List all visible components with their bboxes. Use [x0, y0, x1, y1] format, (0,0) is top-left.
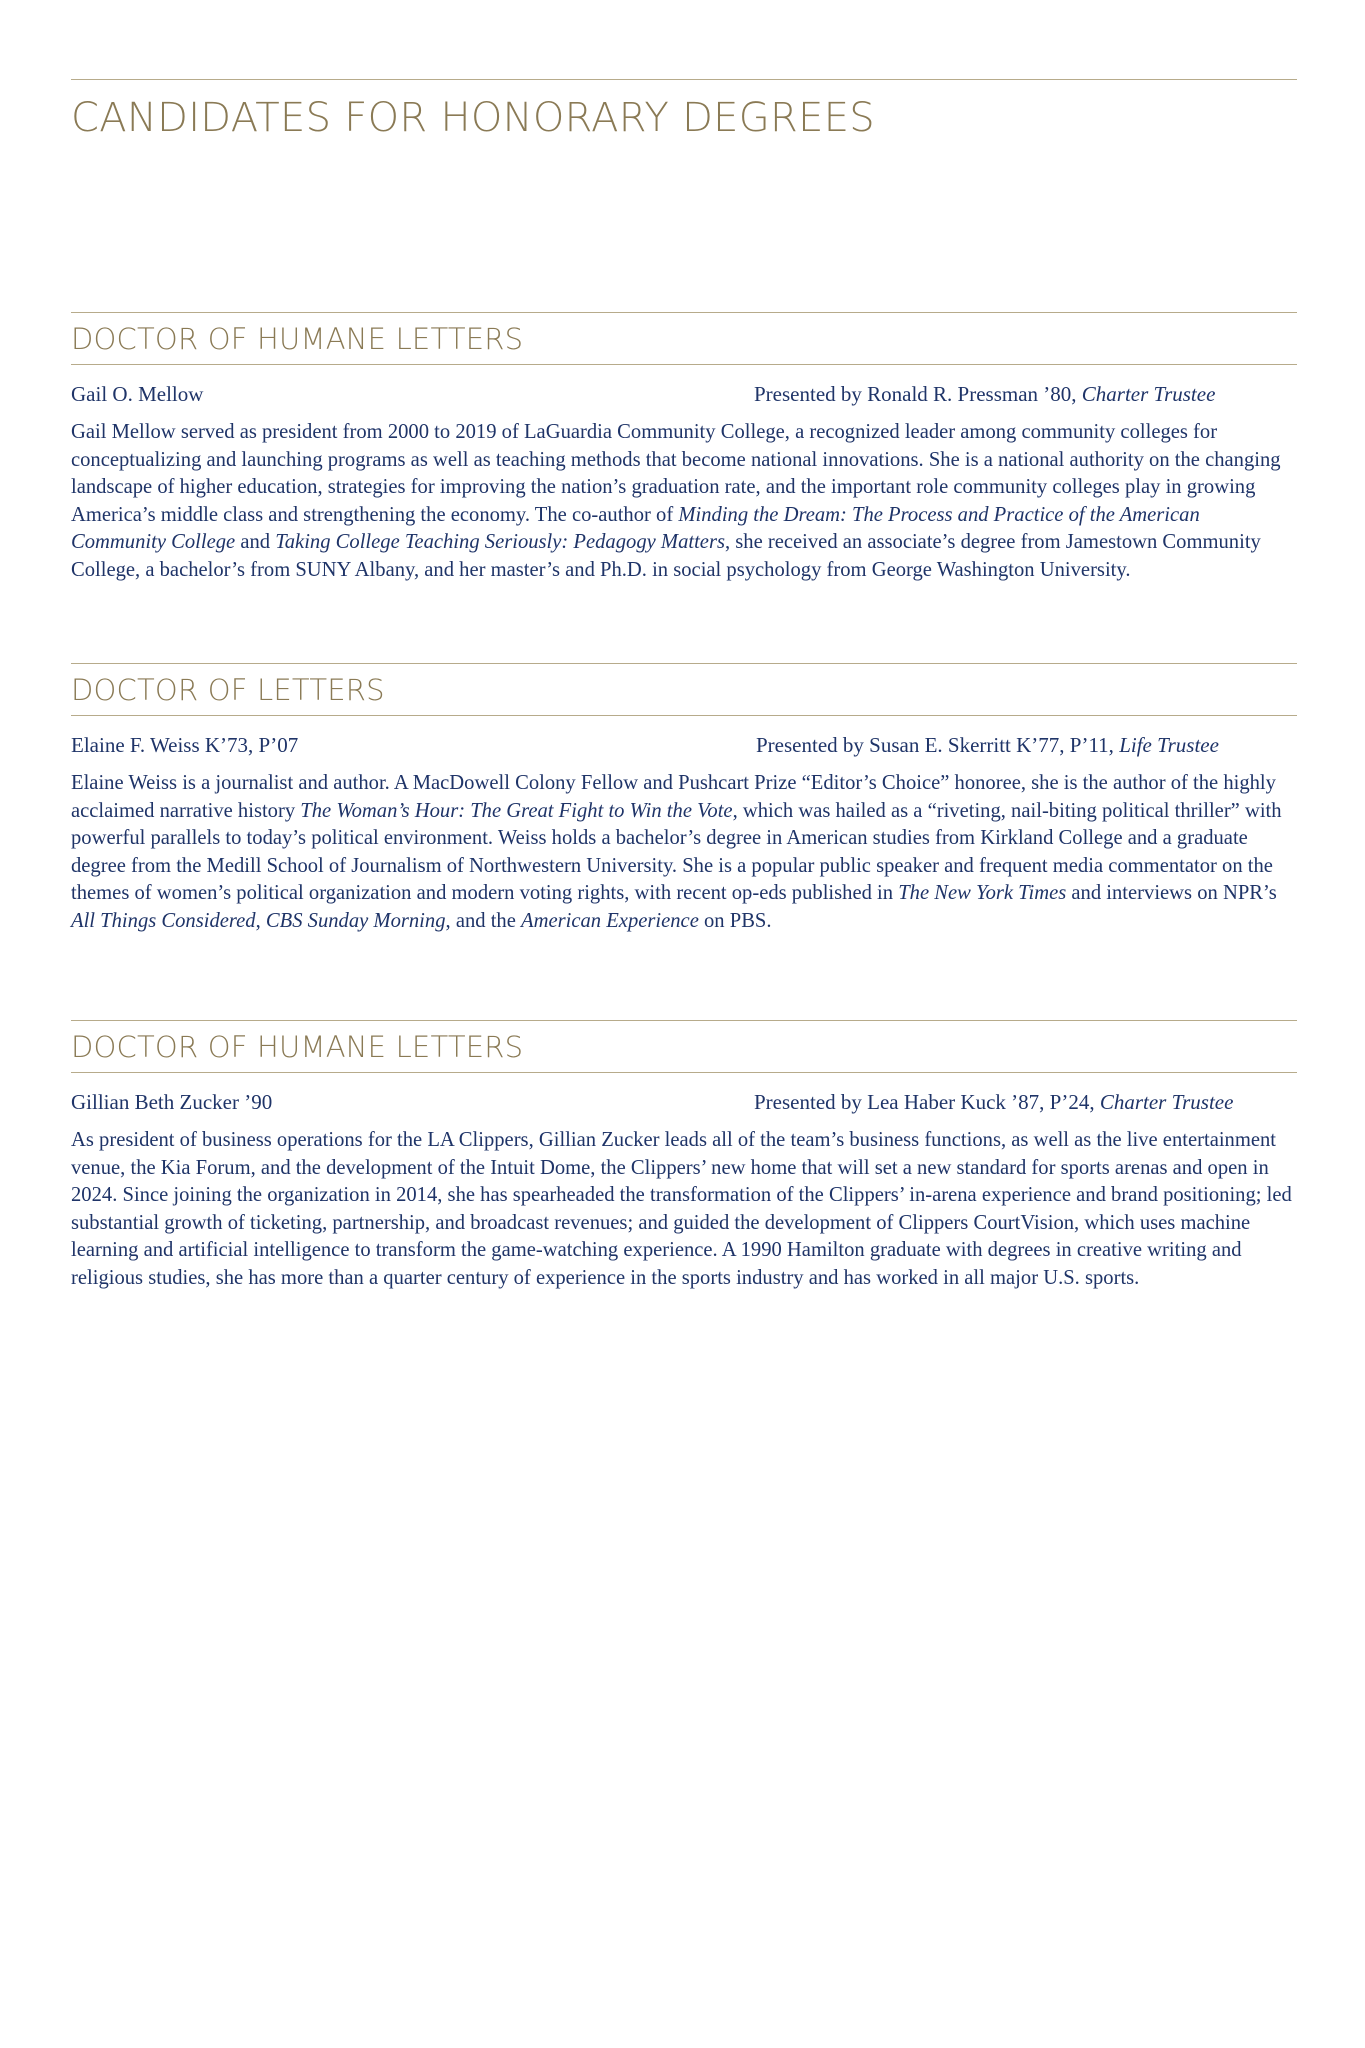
divider — [71, 364, 1297, 365]
bio-text: , — [255, 909, 266, 932]
bio-text: , she received an associate’s degree from Jamestown Community College, a bachelor’s from SUNY Albany, and her master’s and Ph.D. in social psychology from George Washington University. — [71, 531, 1261, 581]
honoree-name: Gail O. Mellow — [71, 382, 204, 406]
program-title: All Things Considered — [71, 909, 256, 932]
degree-heading: DOCTOR OF HUMANE LETTERS — [71, 1030, 524, 1064]
page-title: CANDIDATES FOR HONORARY DEGREES — [71, 95, 875, 141]
divider — [71, 79, 1297, 80]
presenter-title: Life Trustee — [1119, 733, 1219, 757]
degree-heading: DOCTOR OF HUMANE LETTERS — [71, 322, 524, 356]
page-header — [71, 79, 1297, 141]
presenter-credit — [754, 1089, 1233, 1115]
program-title: American Experience — [521, 909, 699, 932]
degree-section — [71, 1020, 1297, 1292]
presenter-name: Presented by Ronald R. Pressman ’80, — [754, 382, 1082, 406]
candidate-row — [71, 1089, 1297, 1115]
bio-text: Elaine Weiss is a journalist and author. A MacDowell Colony Fellow and Pushcart Prize “Editor’s Choice” honoree, she is the author of the highly acclaimed narrative history — [71, 772, 1276, 822]
bio-text: on PBS. — [698, 909, 772, 932]
bio-text: , and the — [445, 909, 522, 932]
presenter-name: Presented by Lea Haber Kuck ’87, P’24, — [754, 1090, 1100, 1114]
presenter-credit — [756, 732, 1219, 758]
candidate-row — [71, 381, 1297, 407]
publication-title: The New York Times — [898, 882, 1067, 904]
presenter-name: Presented by Susan E. Skerritt K’77, P’11, — [756, 733, 1120, 757]
bio-text: , which was hailed as a “riveting, nail-biting political thriller” with powerful parallels to today’s political environment. Weiss holds a bachelor’s degree in American studies from Kirkland College and a graduate degree from the Medill School of Journalism of Northwestern University. She is a popular public speaker and frequent media commentator on the themes of women’s political organization and modern voting rights, with recent op-eds published in — [71, 799, 1282, 904]
divider — [71, 715, 1297, 716]
presenter-credit — [754, 381, 1215, 407]
honoree-name: Gillian Beth Zucker ’90 — [71, 1090, 273, 1114]
program-title: CBS Sunday Morning — [265, 909, 446, 932]
bio-text: and — [235, 531, 276, 553]
divider — [71, 1072, 1297, 1073]
book-title: The Woman’s Hour: The Great Fight to Win the Vote — [300, 799, 733, 822]
candidate-bio — [71, 770, 1297, 935]
candidate-bio: As president of business operations for the LA Clippers, Gillian Zucker leads all of the team’s business functions, as well as the live entertainment venue, the Kia Forum, and the development of the Intuit Dome, the Clippers’ new home that will set a new standard for sports arenas and open in 2024. Since joining the organization in 2014, she has spearheaded the transformation of the Clippers’ in-arena experience and brand positioning; led substantial growth of ticketing, partnership, and broadcast revenues; and guided the development of Clippers CourtVision, which uses machine learning and artificial intelligence to transform the game-watching experience. A 1990 Hamilton graduate with degrees in creative writing and religious studies, she has more than a quarter century of experience in the sports industry and has worked in all major U.S. sports. — [71, 1129, 1292, 1289]
presenter-title: Charter Trustee — [1099, 1090, 1234, 1114]
candidate-row — [71, 732, 1297, 758]
candidate-bio — [71, 419, 1297, 584]
degree-heading: DOCTOR OF LETTERS — [71, 673, 385, 707]
book-title: Taking College Teaching Seriously: Pedagogy Matters — [275, 531, 725, 553]
bio-text: and interviews on NPR’s — [1066, 882, 1277, 904]
book-title: Minding the Dream: The Process and Practice of the American Community College — [71, 503, 1200, 553]
bio-text: Gail Mellow served as president from 2000 to 2019 of LaGuardia Community College, a recognized leader among community colleges for conceptualizing and launching programs as well as teaching methods that become national innovations. She is a national authority on the changing landscape of higher education, strategies for improving the nation’s graduation rate, and the important role community colleges play in growing America’s middle class and strengthening the economy. The co-author of — [71, 421, 1281, 526]
honoree-name: Elaine F. Weiss K’73, P’07 — [71, 733, 299, 757]
degree-section — [71, 663, 1297, 935]
degree-section — [71, 312, 1297, 584]
presenter-title: Charter Trustee — [1081, 382, 1216, 406]
